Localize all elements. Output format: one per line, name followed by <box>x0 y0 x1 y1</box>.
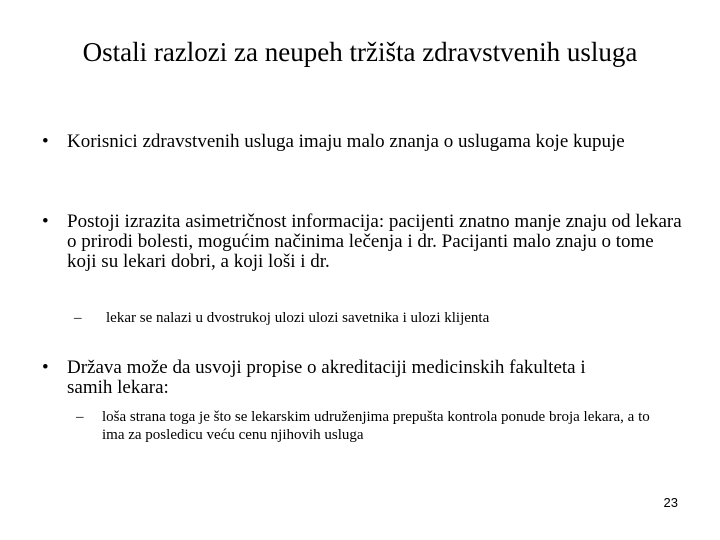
bullet-icon: • <box>42 131 49 152</box>
bullet-text: Korisnici zdravstvenih usluga imaju malo znanja o uslugama koje kupuje <box>67 131 625 152</box>
sub-bullet-text: lekar se nalazi u dvostrukoj ulozi ulozi savetnika i ulozi klijenta <box>106 310 490 326</box>
dash-icon: – <box>76 409 84 425</box>
bullet-text: Postoji izrazita asimetričnost informacija: pacijenti znatno manje znaju od lekara o prirodi bolesti, mogućim načinima lečenja i dr. Pacijanti malo znaju o tome koji su lekari dobri, a koji loši i dr. <box>67 211 682 272</box>
bullet-icon: • <box>42 357 49 378</box>
sub-bullet-text: loša strana toga je što se lekarskim udruženjima prepušta kontrola ponude broja lekara, a to ima za posledicu veću cenu njihovih usluga <box>102 409 650 443</box>
slide-title: Ostali razlozi za neupeh tržišta zdravstvenih usluga <box>82 37 638 67</box>
dash-icon: – <box>74 310 82 326</box>
bullet-icon: • <box>42 211 49 232</box>
page-number: 23 <box>663 495 678 510</box>
bullet-text: Država može da usvoji propise o akreditaciji medicinskih fakulteta i samih lekara: <box>67 357 586 398</box>
